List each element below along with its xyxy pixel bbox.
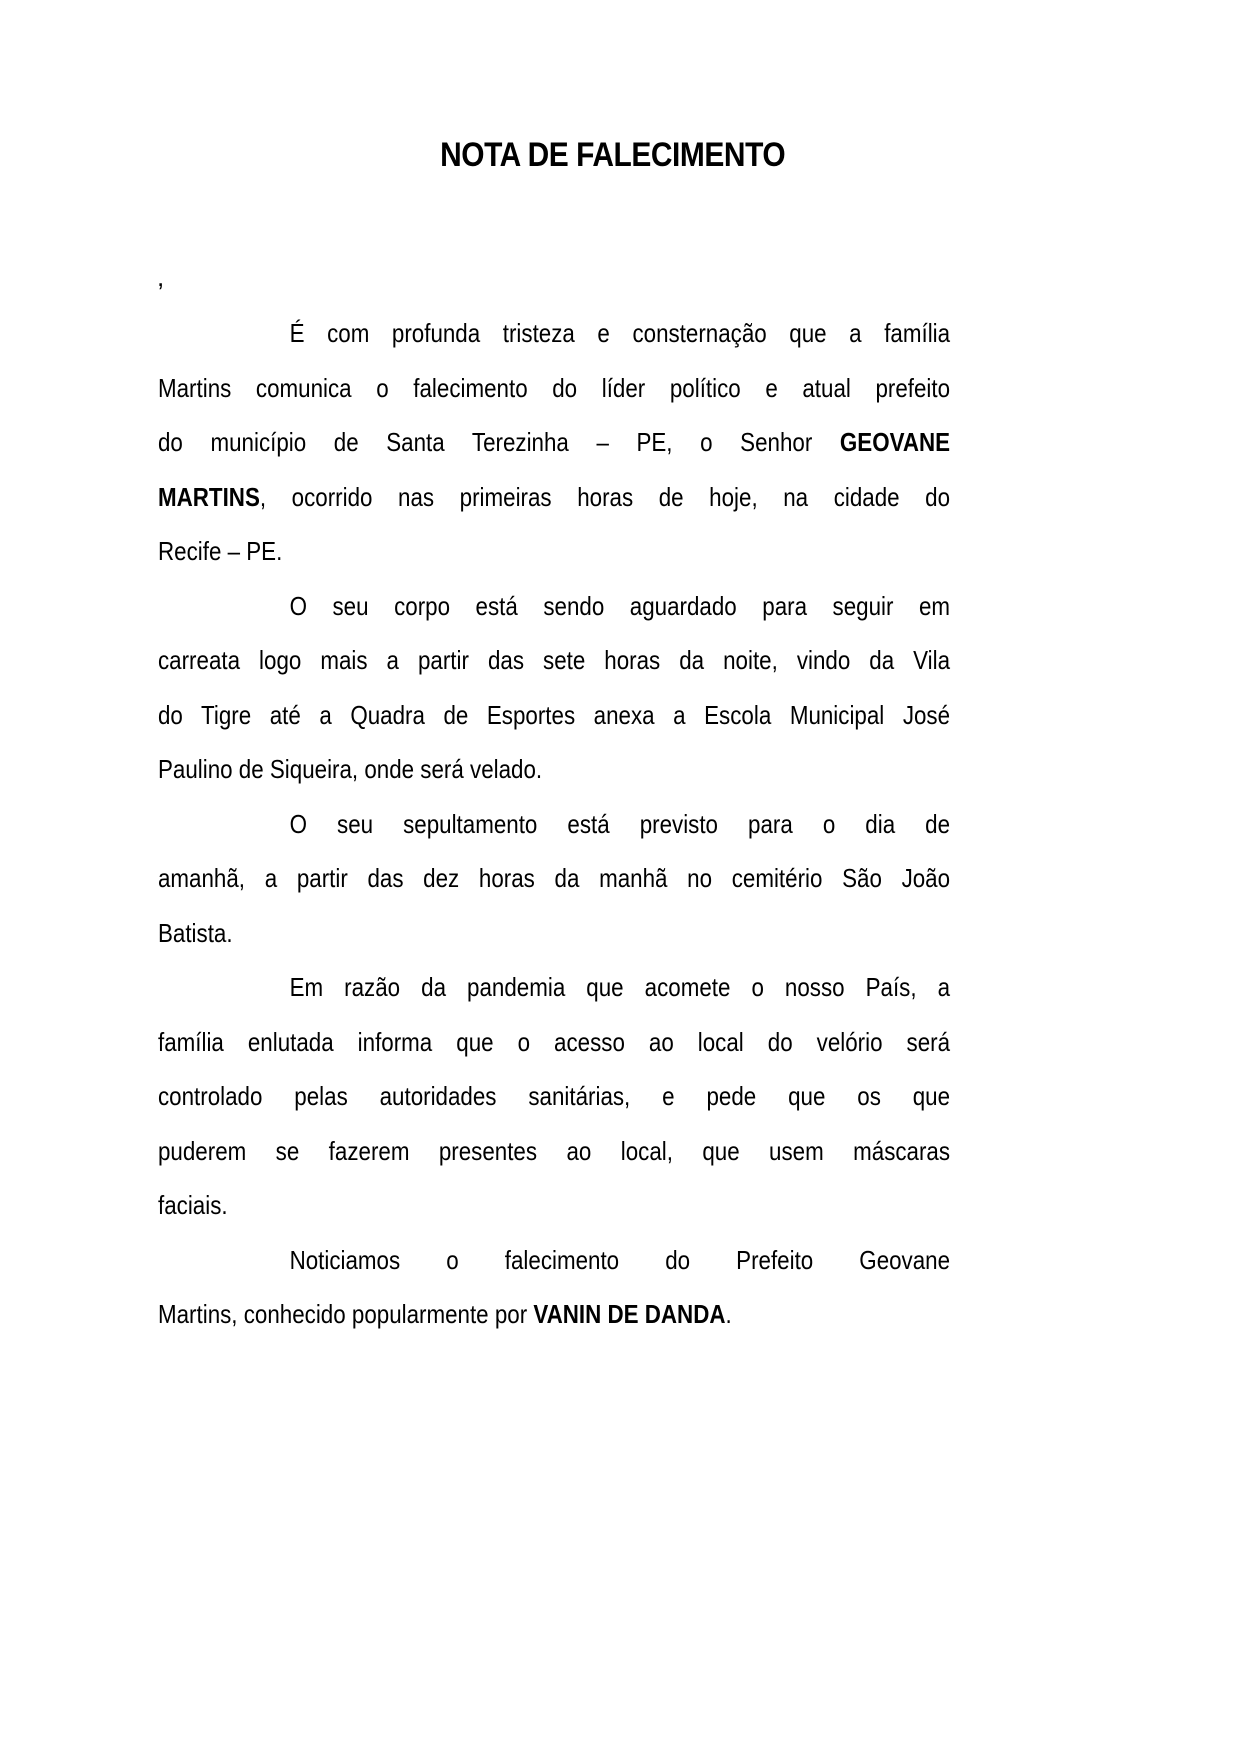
paragraph <box>158 306 950 579</box>
text-run: , ocorrido nas primeiras horas de hoje, na cidade do <box>259 481 951 512</box>
text-run: controlado pelas autoridades sanitárias, e pede que os que <box>158 1081 951 1111</box>
paragraph-line <box>158 470 950 525</box>
paragraph <box>158 797 950 961</box>
paragraph-line <box>158 633 950 688</box>
bold-text: VANIN DE DANDA <box>533 1299 726 1329</box>
text-run: do Tigre até a Quadra de Esportes anexa a Escola Municipal José <box>158 699 951 730</box>
paragraph-line <box>158 851 950 906</box>
paragraph-line <box>158 524 950 579</box>
paragraph-line <box>158 1015 950 1070</box>
paragraph-line <box>158 688 950 743</box>
text-run: Batista. <box>158 917 233 948</box>
text-run: . <box>725 1299 732 1329</box>
text-run: amanhã, a partir das dez horas da manhã no cemitério São João <box>158 863 951 893</box>
text-run: Martins comunica o falecimento do líder político e atual prefeito <box>158 372 951 403</box>
paragraph-line <box>158 1178 950 1233</box>
text-run: Recife – PE. <box>158 536 283 566</box>
paragraph-line <box>158 960 950 1015</box>
paragraph-line <box>158 579 950 634</box>
text-run: É com profunda tristeza e consternação que a família <box>289 318 951 348</box>
document-title: NOTA DE FALECIMENTO <box>440 136 786 174</box>
text-run: Noticiamos o falecimento do Prefeito Geovane <box>289 1244 951 1275</box>
text-run: do município de Santa Terezinha – PE, o Senhor <box>158 427 840 457</box>
text-run: O seu sepultamento está previsto para o dia de <box>289 808 951 839</box>
bold-text: MARTINS <box>158 481 260 512</box>
text-run: Martins, conhecido popularmente por <box>158 1299 534 1329</box>
text-run: O seu corpo está sendo aguardado para seguir em <box>289 590 951 621</box>
document-body <box>158 306 950 1342</box>
paragraph-line <box>158 906 950 961</box>
stray-comma: , <box>157 262 165 292</box>
paragraph-line <box>158 797 950 852</box>
paragraph <box>158 960 950 1233</box>
text-run: puderem se fazerem presentes ao local, que usem máscaras <box>158 1135 951 1166</box>
paragraph-line <box>158 1069 950 1124</box>
paragraph-line <box>158 742 950 797</box>
text-run: Paulino de Siqueira, onde será velado. <box>158 754 543 784</box>
paragraph-line <box>158 361 950 416</box>
text-run: Em razão da pandemia que acomete o nosso País, a <box>289 972 951 1002</box>
text-run: carreata logo mais a partir das sete horas da noite, vindo da Vila <box>158 645 951 675</box>
bold-text: GEOVANE <box>839 427 951 457</box>
paragraph <box>158 579 950 797</box>
paragraph-line <box>158 306 950 361</box>
paragraph-line <box>158 1233 950 1288</box>
paragraph-line <box>158 1124 950 1179</box>
paragraph <box>158 1233 950 1342</box>
text-run: faciais. <box>158 1190 228 1220</box>
paragraph-line <box>158 415 950 470</box>
text-run: família enlutada informa que o acesso ao local do velório será <box>158 1026 951 1057</box>
paragraph-line <box>158 1287 950 1342</box>
